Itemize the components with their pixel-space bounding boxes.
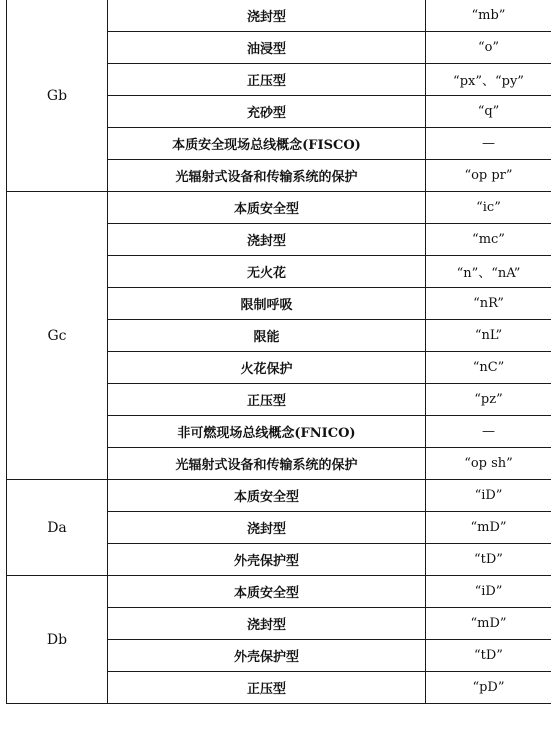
- protection-code-cell: “ic”: [426, 192, 551, 224]
- protection-type-cell: 本质安全型: [108, 576, 426, 608]
- protection-type-cell: 浇封型: [108, 224, 426, 256]
- protection-code-cell: —: [426, 416, 551, 448]
- protection-type-cell: 正压型: [108, 672, 426, 704]
- protection-code-cell: “mD”: [426, 608, 551, 640]
- table-row: [7, 0, 551, 32]
- protection-type-cell: 正压型: [108, 64, 426, 96]
- protection-type-table: [6, 0, 551, 704]
- protection-type-cell: 外壳保护型: [108, 544, 426, 576]
- protection-type-cell: 浇封型: [108, 0, 426, 32]
- protection-code-cell: “op sh”: [426, 448, 551, 480]
- protection-type-cell: 本质安全型: [108, 480, 426, 512]
- protection-code-cell: “pD”: [426, 672, 551, 704]
- protection-type-cell: 光辐射式设备和传输系统的保护: [108, 448, 426, 480]
- protection-type-cell: 无火花: [108, 256, 426, 288]
- table-row: [7, 480, 551, 512]
- protection-type-cell: 光辐射式设备和传输系统的保护: [108, 160, 426, 192]
- protection-type-cell: 本质安全型: [108, 192, 426, 224]
- protection-code-cell: “iD”: [426, 576, 551, 608]
- protection-type-cell: 限制呼吸: [108, 288, 426, 320]
- protection-code-cell: “mc”: [426, 224, 551, 256]
- protection-type-cell: 本质安全现场总线概念(FISCO): [108, 128, 426, 160]
- table-row: [7, 192, 551, 224]
- protection-code-cell: “q”: [426, 96, 551, 128]
- protection-code-cell: “op pr”: [426, 160, 551, 192]
- protection-code-cell: “nR”: [426, 288, 551, 320]
- protection-type-cell: 充砂型: [108, 96, 426, 128]
- protection-type-cell: 火花保护: [108, 352, 426, 384]
- epl-level-cell: Db: [7, 576, 108, 704]
- protection-code-cell: “iD”: [426, 480, 551, 512]
- protection-code-cell: “px”、“py”: [426, 64, 551, 96]
- protection-type-cell: 浇封型: [108, 512, 426, 544]
- epl-level-cell: Da: [7, 480, 108, 576]
- protection-code-cell: —: [426, 128, 551, 160]
- table-body: [7, 0, 551, 704]
- protection-type-cell: 浇封型: [108, 608, 426, 640]
- protection-code-cell: “mb”: [426, 0, 551, 32]
- protection-code-cell: “tD”: [426, 544, 551, 576]
- protection-type-cell: 油浸型: [108, 32, 426, 64]
- table-row: [7, 576, 551, 608]
- protection-type-cell: 正压型: [108, 384, 426, 416]
- protection-code-cell: “n”、“nA”: [426, 256, 551, 288]
- protection-type-cell: 限能: [108, 320, 426, 352]
- protection-code-cell: “o”: [426, 32, 551, 64]
- protection-code-cell: “nL”: [426, 320, 551, 352]
- protection-type-cell: 非可燃现场总线概念(FNICO): [108, 416, 426, 448]
- protection-code-cell: “tD”: [426, 640, 551, 672]
- protection-code-cell: “mD”: [426, 512, 551, 544]
- epl-level-cell: Gb: [7, 0, 108, 192]
- protection-code-cell: “nC”: [426, 352, 551, 384]
- protection-code-cell: “pz”: [426, 384, 551, 416]
- epl-level-cell: Gc: [7, 192, 108, 480]
- protection-type-cell: 外壳保护型: [108, 640, 426, 672]
